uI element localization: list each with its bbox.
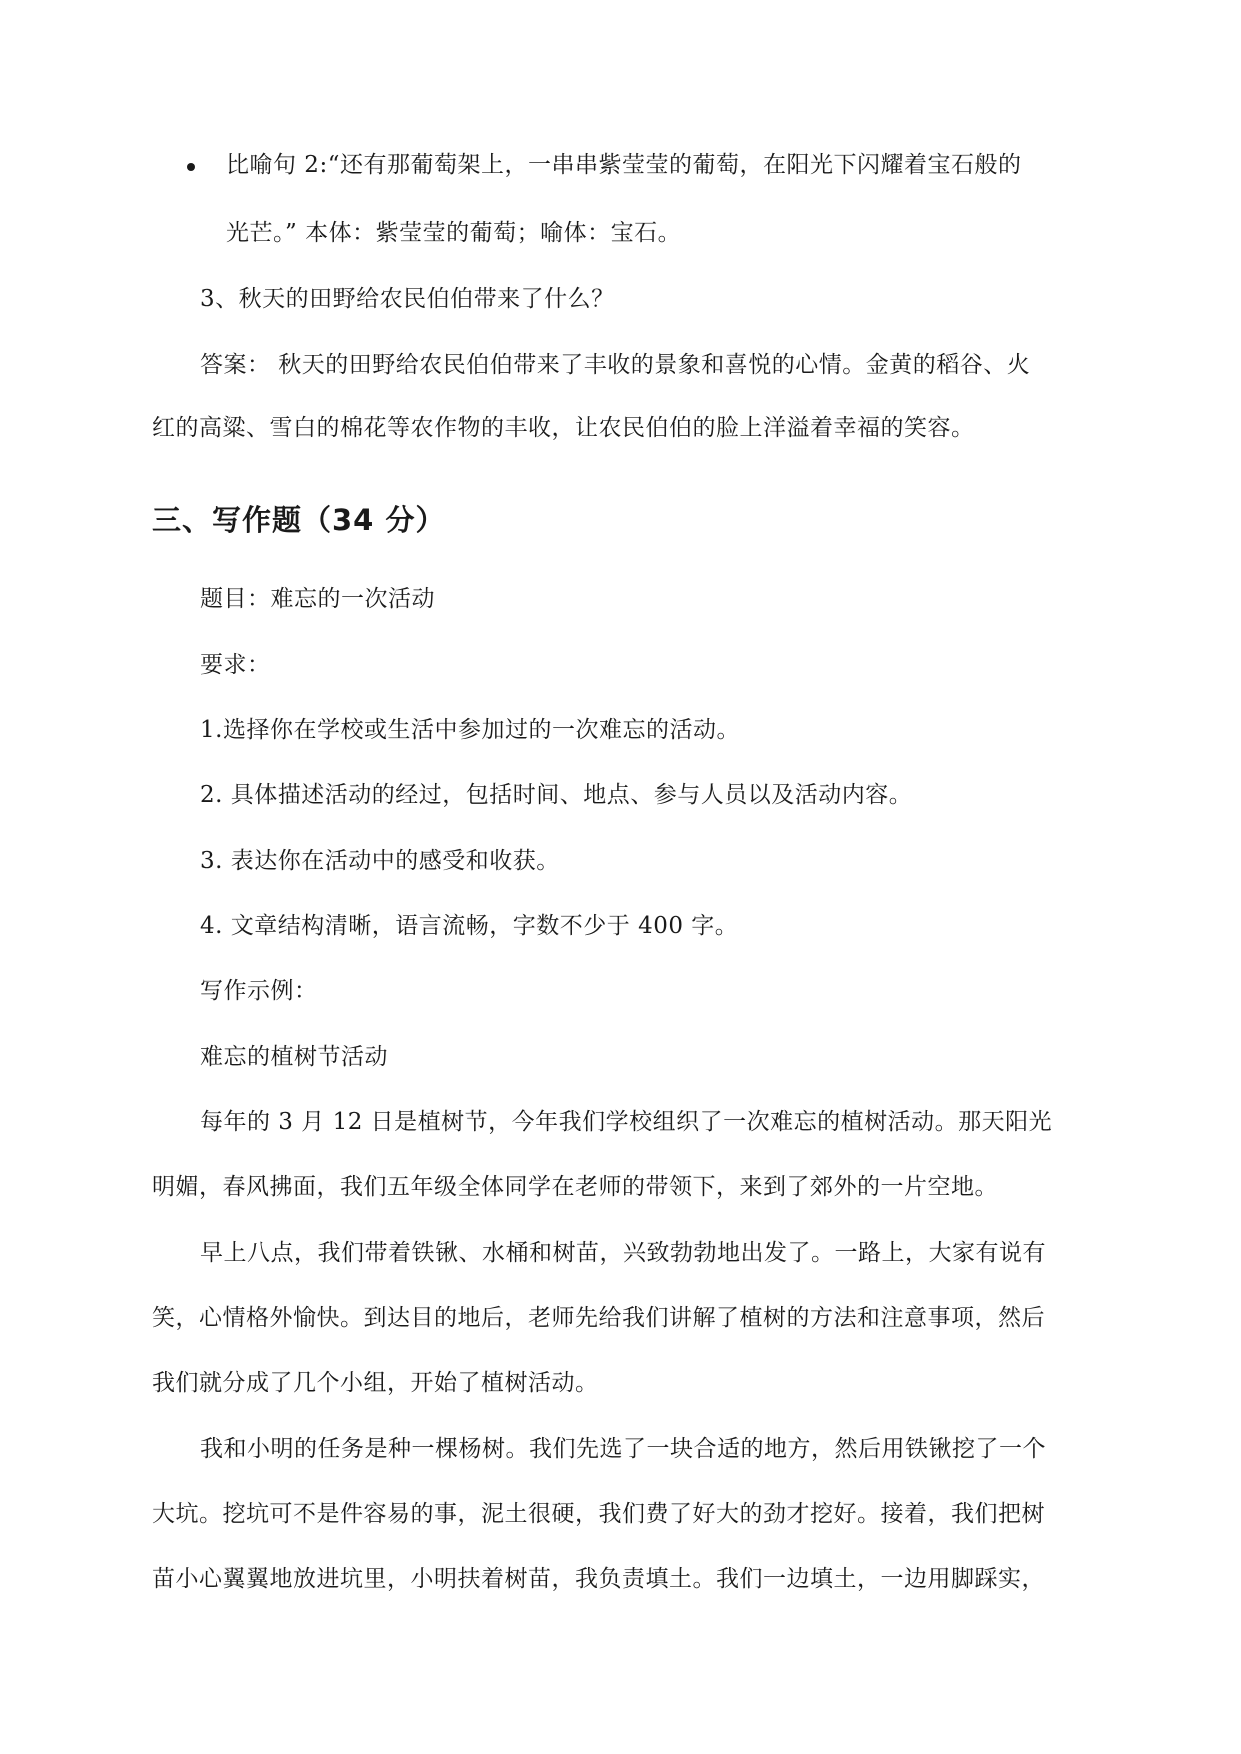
paragraph-line: 苗小心翼翼地放进坑里，小明扶着树苗，我负责填土。我们一边填土，一边用脚踩实， xyxy=(152,1566,1045,1592)
requirements-label: 要求： xyxy=(200,652,271,678)
paragraph-line: 每年的 3 月 12 日是植树节，今年我们学校组织了一次难忘的植树活动。那天阳光 xyxy=(200,1109,1053,1135)
example-label: 写作示例： xyxy=(200,978,318,1004)
paragraph-line: 大坑。挖坑可不是件容易的事，泥土很硬，我们费了好大的劲才挖好。接着，我们把树 xyxy=(152,1501,1045,1527)
paragraph-line: 我们就分成了几个小组，开始了植树活动。 xyxy=(152,1370,599,1396)
section-heading: 三、写作题（34 分） xyxy=(152,503,446,537)
requirement-item: 3. 表达你在活动中的感受和收获。 xyxy=(200,848,560,874)
question-3: 3、秋天的田野给农民伯伯带来了什么？ xyxy=(200,286,615,312)
bullet-line-2: 光芒。” 本体：紫莹莹的葡萄；喻体：宝石。 xyxy=(226,220,682,246)
paragraph-line: 早上八点，我们带着铁锹、水桶和树苗，兴致勃勃地出发了。一路上，大家有说有 xyxy=(200,1240,1046,1266)
paragraph-line: 笑，心情格外愉快。到达目的地后，老师先给我们讲解了植树的方法和注意事项，然后 xyxy=(152,1305,1045,1331)
requirement-item: 4. 文章结构清晰，语言流畅，字数不少于 400 字。 xyxy=(200,913,739,939)
requirement-item: 1.选择你在学校或生活中参加过的一次难忘的活动。 xyxy=(200,717,740,743)
example-title: 难忘的植树节活动 xyxy=(200,1044,388,1070)
answer-line-2: 红的高粱、雪白的棉花等农作物的丰收，让农民伯伯的脸上洋溢着幸福的笑容。 xyxy=(152,415,975,441)
essay-topic: 题目：难忘的一次活动 xyxy=(200,586,435,612)
bullet-line-1: 比喻句 2:“还有那葡萄架上，一串串紫莹莹的葡萄，在阳光下闪耀着宝石般的 xyxy=(226,152,1022,178)
requirement-item: 2. 具体描述活动的经过，包括时间、地点、参与人员以及活动内容。 xyxy=(200,782,913,808)
paragraph-line: 明媚，春风拂面，我们五年级全体同学在老师的带领下，来到了郊外的一片空地。 xyxy=(152,1174,998,1200)
answer-line-1: 答案： 秋天的田野给农民伯伯带来了丰收的景象和喜悦的心情。金黄的稻谷、火 xyxy=(200,352,1031,378)
paragraph-line: 我和小明的任务是种一棵杨树。我们先选了一块合适的地方，然后用铁锹挖了一个 xyxy=(200,1436,1046,1462)
bullet-icon xyxy=(187,163,195,171)
